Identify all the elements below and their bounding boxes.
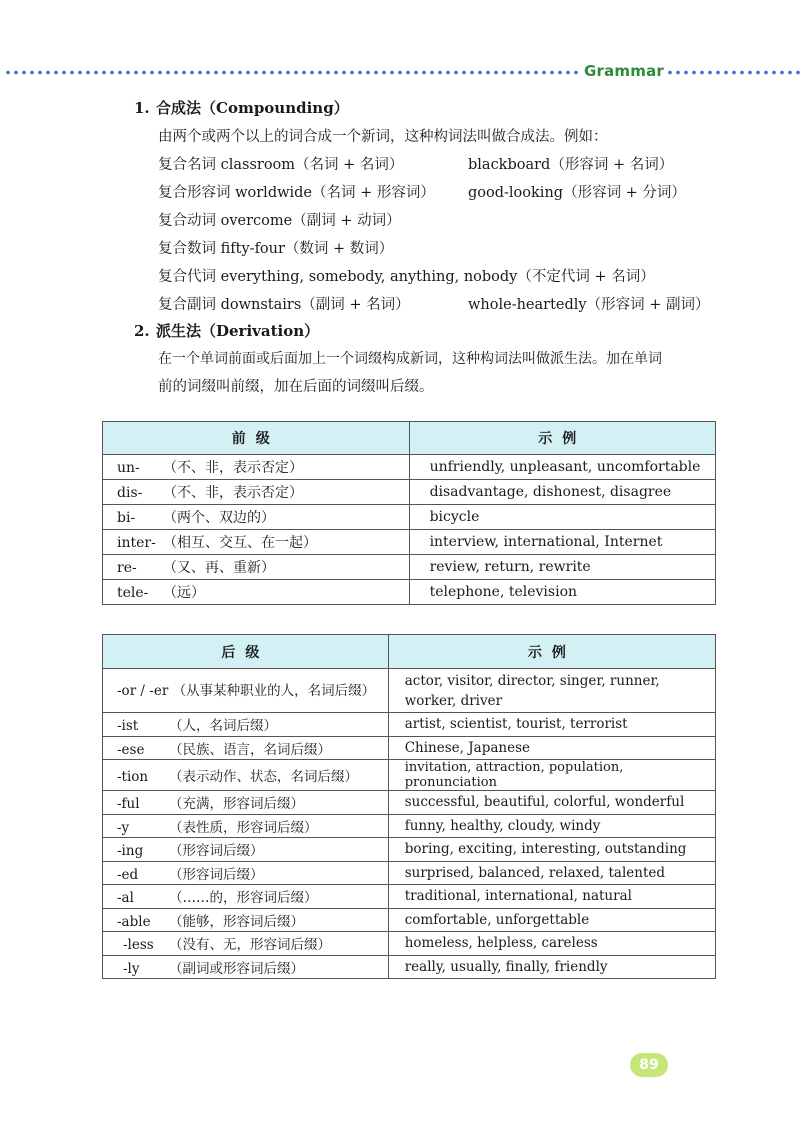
affix: -tion	[117, 769, 149, 785]
affix: -ese	[117, 741, 145, 758]
affix: tele-	[117, 585, 149, 601]
dotted-rule-left	[4, 70, 582, 75]
affix-meaning: （副词或形容词后缀）	[169, 960, 304, 977]
table-row	[103, 530, 716, 555]
affix-examples: funny, healthy, cloudy, windy	[388, 814, 715, 838]
affix-meaning: （表性质，形容词后缀）	[169, 819, 318, 836]
affix-examples: actor, visitor, director, singer, runner, worker, driver	[388, 669, 715, 713]
affix: un-	[117, 460, 140, 476]
affix-meaning: （形容词后缀）	[169, 866, 264, 883]
compound-example-left: 复合名词 classroom（名词 + 名词）	[158, 157, 404, 173]
affix: dis-	[117, 485, 143, 501]
compound-example-left: 复合代词 everything, somebody, anything, nobody（不定代词 + 名词）	[158, 269, 655, 285]
affix: -ful	[117, 796, 140, 813]
suffix-header: 后级	[103, 635, 389, 669]
affix-examples: successful, beautiful, colorful, wonderful	[388, 791, 715, 815]
table-row	[103, 861, 716, 885]
affix-examples: artist, scientist, tourist, terrorist	[388, 713, 715, 737]
affix: -able	[117, 913, 151, 930]
affix: bi-	[117, 510, 136, 526]
affix: inter-	[117, 535, 156, 551]
page-number-badge: 89	[630, 1053, 668, 1077]
affix-examples: bicycle	[409, 505, 715, 530]
affix-meaning: （形容词后缀）	[169, 843, 264, 860]
compound-example-right: whole-heartedly（形容词 + 副词）	[468, 297, 710, 313]
table-row	[103, 791, 716, 815]
affix-examples: disadvantage, dishonest, disagree	[409, 480, 715, 505]
affix-examples: boring, exciting, interesting, outstanding	[388, 838, 715, 862]
compound-example-right: good-looking（形容词 + 分词）	[468, 185, 686, 201]
table-row	[103, 838, 716, 862]
affix: -ing	[117, 843, 144, 860]
affix-examples: traditional, international, natural	[388, 885, 715, 909]
section-1-intro: 由两个或两个以上的词合成一个新词，这种构词法叫做合成法。例如：	[158, 129, 608, 145]
dotted-rule-right	[666, 70, 800, 75]
table-row	[103, 908, 716, 932]
section-2-intro-line-2: 前的词缀叫前缀，加在后面的词缀叫后缀。	[158, 379, 434, 395]
affix-meaning: （相互、交互、在一起）	[163, 535, 317, 551]
affix-meaning: （不、非，表示否定）	[163, 460, 303, 476]
affix: -or / -er	[117, 682, 169, 699]
affix-examples: interview, international, Internet	[409, 530, 715, 555]
section-2-intro-line-1: 在一个单词前面或后面加上一个词缀构成新词，这种构词法叫做派生法。加在单词	[158, 351, 662, 367]
affix-examples: unfriendly, unpleasant, uncomfortable	[409, 455, 715, 480]
affix-meaning: （表示动作、状态，名词后缀）	[169, 769, 358, 785]
table-row	[103, 669, 716, 713]
affix-meaning: （从事某种职业的人，名词后缀）	[172, 682, 376, 699]
section-2-heading	[134, 320, 319, 341]
affix: -y	[117, 819, 130, 836]
table-row	[103, 480, 716, 505]
table-row	[103, 814, 716, 838]
affix: -ed	[117, 866, 139, 883]
prefix-table-header	[103, 422, 716, 455]
compound-example-left: 复合形容词 worldwide（名词 + 形容词）	[158, 185, 435, 201]
page-header	[0, 62, 800, 82]
affix-examples: review, return, rewrite	[409, 555, 715, 580]
table-row	[103, 932, 716, 956]
table-row	[103, 505, 716, 530]
affix-examples: homeless, helpless, careless	[388, 932, 715, 956]
affix: re-	[117, 560, 137, 576]
affix-examples: invitation, attraction, population, pronunciation	[388, 760, 715, 791]
section-2-title: 派生法（Derivation）	[156, 322, 320, 340]
affix-meaning: （又、再、重新）	[163, 560, 275, 576]
table-row	[103, 736, 716, 760]
affix: -ly	[123, 960, 140, 977]
affix-meaning: （远）	[163, 585, 205, 601]
compound-example-left: 复合数词 fifty-four（数词 + 数词）	[158, 241, 394, 257]
compound-example-right: blackboard（形容词 + 名词）	[468, 157, 674, 173]
affix: -ist	[117, 718, 139, 735]
suffix-table	[102, 634, 716, 979]
affix-meaning: （……的，形容词后缀）	[169, 890, 318, 907]
table-row	[103, 955, 716, 979]
prefix-header: 前级	[103, 422, 410, 455]
table-row	[103, 885, 716, 909]
table-row	[103, 555, 716, 580]
affix-examples: really, usually, finally, friendly	[388, 955, 715, 979]
table-row	[103, 713, 716, 737]
table-row	[103, 760, 716, 791]
table-row	[103, 580, 716, 605]
prefix-table	[102, 421, 716, 605]
affix-examples: Chinese, Japanese	[388, 736, 715, 760]
affix-meaning: （能够，形容词后缀）	[169, 913, 304, 930]
header-title: Grammar	[584, 62, 665, 80]
affix-meaning: （充满，形容词后缀）	[169, 796, 304, 813]
affix-meaning: （不、非，表示否定）	[163, 485, 303, 501]
section-2-number: 2.	[134, 322, 150, 340]
affix: -al	[117, 890, 134, 907]
examples-header: 示例	[388, 635, 715, 669]
suffix-table-header	[103, 635, 716, 669]
affix-examples: telephone, television	[409, 580, 715, 605]
section-1-number: 1.	[134, 99, 150, 117]
section-1-heading	[134, 97, 349, 118]
affix-meaning: （民族、语言，名词后缀）	[169, 741, 331, 758]
section-1-title: 合成法（Compounding）	[156, 99, 349, 117]
compound-example-left: 复合副词 downstairs（副词 + 名词）	[158, 297, 410, 313]
compound-example-left: 复合动词 overcome（副词 + 动词）	[158, 213, 401, 229]
affix: -less	[123, 937, 154, 954]
affix-examples: comfortable, unforgettable	[388, 908, 715, 932]
affix-meaning: （人，名词后缀）	[169, 718, 277, 735]
table-row	[103, 455, 716, 480]
affix-meaning: （没有、无，形容词后缀）	[169, 937, 331, 954]
affix-meaning: （两个、双边的）	[163, 510, 275, 526]
affix-examples: surprised, balanced, relaxed, talented	[388, 861, 715, 885]
examples-header: 示例	[409, 422, 715, 455]
